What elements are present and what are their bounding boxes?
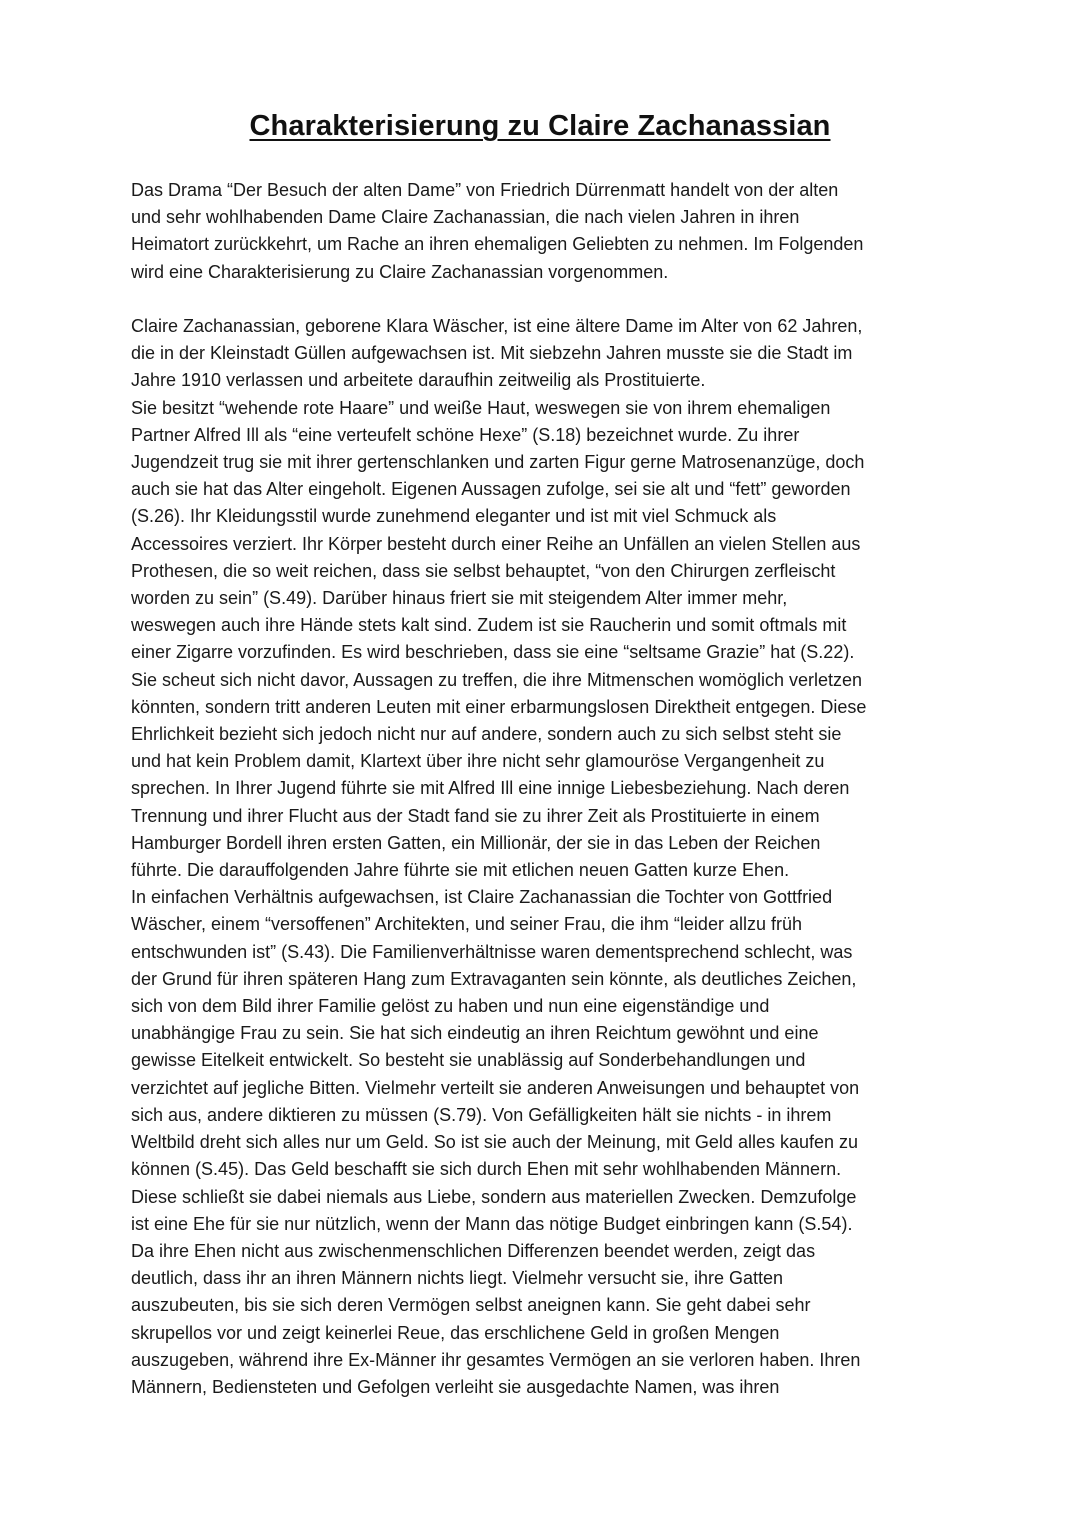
text-line: Hamburger Bordell ihren ersten Gatten, ein Millionär, der sie in das Leben der Reichen: [131, 832, 821, 853]
text-line: Wäscher, einem “versoffenen” Architekten, und seiner Frau, die ihm “leider allzu früh: [131, 914, 802, 935]
document-title: Charakterisierung zu Claire Zachanassian: [249, 110, 831, 142]
text-line: wird eine Charakterisierung zu Claire Zachanassian vorgenommen.: [131, 261, 669, 282]
text-line: könnten, sondern tritt anderen Leuten mit einer erbarmungslosen Direktheit entgegen. Diese: [131, 696, 867, 717]
paragraph-gap: [131, 286, 961, 313]
text-line: Trennung und ihrer Flucht aus der Stadt fand sie zu ihrer Zeit als Prostituierte in einem: [131, 805, 820, 826]
text-line: Da ihre Ehen nicht aus zwischenmenschlichen Differenzen beendet werden, zeigt das: [131, 1240, 816, 1261]
text-line: unabhängige Frau zu sein. Sie hat sich eindeutig an ihren Reichtum gewöhnt und eine: [131, 1023, 819, 1044]
text-line: Sie besitzt “wehende rote Haare” und weiße Haut, weswegen sie von ihrem ehemaligen: [131, 397, 831, 418]
text-line: und sehr wohlhabenden Dame Claire Zachanassian, die nach vielen Jahren in ihren: [131, 207, 800, 228]
text-line: Jahre 1910 verlassen und arbeitete daraufhin zeitweilig als Prostituierte.: [131, 370, 706, 391]
text-line: (S.26). Ihr Kleidungsstil wurde zunehmend eleganter und ist mit viel Schmuck als: [131, 506, 777, 527]
text-line: In einfachen Verhältnis aufgewachsen, ist Claire Zachanassian die Tochter von Gottfried: [131, 887, 833, 908]
text-line: auszugeben, während ihre Ex-Männer ihr gesamtes Vermögen an sie verloren haben. Ihren: [131, 1349, 861, 1370]
text-line: Das Drama “Der Besuch der alten Dame” von Friedrich Dürrenmatt handelt von der alten: [131, 180, 839, 200]
text-line: weswegen auch ihre Hände stets kalt sind. Zudem ist sie Raucherin und somit oftmals mit: [131, 615, 847, 636]
text-line: entschwunden ist” (S.43). Die Familienverhältnisse waren dementsprechend schlecht, was: [131, 941, 853, 962]
text-line: auszubeuten, bis sie sich deren Vermögen selbst aneignen kann. Sie geht dabei sehr: [131, 1295, 811, 1316]
text-line: Partner Alfred Ill als “eine verteufelt schöne Hexe” (S.18) bezeichnet wurde. Zu ihrer: [131, 424, 800, 445]
text-line: die in der Kleinstadt Güllen aufgewachsen ist. Mit siebzehn Jahren musste sie die Stadt im: [131, 343, 853, 364]
text-line: sprechen. In Ihrer Jugend führte sie mit Alfred Ill eine innige Liebesbeziehung. Nach deren: [131, 778, 850, 799]
text-line: auch sie hat das Alter eingeholt. Eigenen Aussagen zufolge, sei sie alt und “fett” geworden: [131, 479, 851, 500]
text-line: Weltbild dreht sich alles nur um Geld. So ist sie auch der Meinung, mit Geld alles kaufen zu: [131, 1132, 859, 1153]
text-line: der Grund für ihren späteren Hang zum Extravaganten sein könnte, als deutliches Zeichen,: [131, 968, 857, 989]
text-line: Prothesen, die so weit reichen, dass sie selbst behauptet, “von den Chirurgen zerfleischt: [131, 560, 836, 581]
text-line: sich aus, andere diktieren zu müssen (S.79). Von Gefälligkeiten hält sie nichts - in ihrem: [131, 1104, 832, 1125]
text-line: gewisse Eitelkeit entwickelt. So besteht sie unablässig auf Sonderbehandlungen und: [131, 1050, 806, 1071]
intro-paragraph: [131, 177, 961, 286]
text-line: skrupellos vor und zeigt keinerlei Reue, das erschlichene Geld in großen Mengen: [131, 1322, 780, 1343]
text-line: Claire Zachanassian, geborene Klara Wäscher, ist eine ältere Dame im Alter von 62 Jahren,: [131, 316, 863, 336]
text-line: Männern, Bediensteten und Gefolgen verleiht sie ausgedachte Namen, was ihren: [131, 1376, 780, 1397]
text-line: Ehrlichkeit bezieht sich jedoch nicht nur auf andere, sondern auch zu sich selbst steht sie: [131, 724, 842, 745]
main-paragraph: [131, 313, 961, 1401]
text-line: Sie scheut sich nicht davor, Aussagen zu treffen, die ihre Mitmenschen womöglich verletzen: [131, 669, 863, 690]
text-line: ist eine Ehe für sie nur nützlich, wenn der Mann das nötige Budget einbringen kann (S.54).: [131, 1213, 853, 1234]
text-line: deutlich, dass ihr an ihren Männern nichts liegt. Vielmehr versucht sie, ihre Gatten: [131, 1268, 783, 1289]
text-line: Heimatort zurückkehrt, um Rache an ihren ehemaligen Geliebten zu nehmen. Im Folgenden: [131, 234, 864, 255]
text-line: und hat kein Problem damit, Klartext über ihre nicht sehr glamouröse Vergangenheit zu: [131, 751, 825, 772]
text-line: Jugendzeit trug sie mit ihrer gertenschlanken und zarten Figur gerne Matrosenanzüge, doch: [131, 452, 865, 473]
text-line: Accessoires verziert. Ihr Körper besteht durch einer Reihe an Unfällen an vielen Stellen aus: [131, 533, 861, 554]
text-line: verzichtet auf jegliche Bitten. Vielmehr verteilt sie anderen Anweisungen und behauptet von: [131, 1077, 860, 1098]
document-body: [131, 177, 961, 1401]
text-line: Diese schließt sie dabei niemals aus Liebe, sondern aus materiellen Zwecken. Demzufolge: [131, 1186, 857, 1207]
text-line: einer Zigarre vorzufinden. Es wird beschrieben, dass sie eine “seltsame Grazie” hat (S.22).: [131, 642, 855, 663]
text-line: führte. Die darauffolgenden Jahre führte sie mit etlichen neuen Gatten kurze Ehen.: [131, 860, 790, 881]
text-line: können (S.45). Das Geld beschafft sie sich durch Ehen mit sehr wohlhabenden Männern.: [131, 1159, 842, 1180]
text-line: worden zu sein” (S.49). Darüber hinaus friert sie mit steigendem Alter immer mehr,: [131, 588, 788, 609]
text-line: sich von dem Bild ihrer Familie gelöst zu haben und nun eine eigenständige und: [131, 996, 770, 1017]
